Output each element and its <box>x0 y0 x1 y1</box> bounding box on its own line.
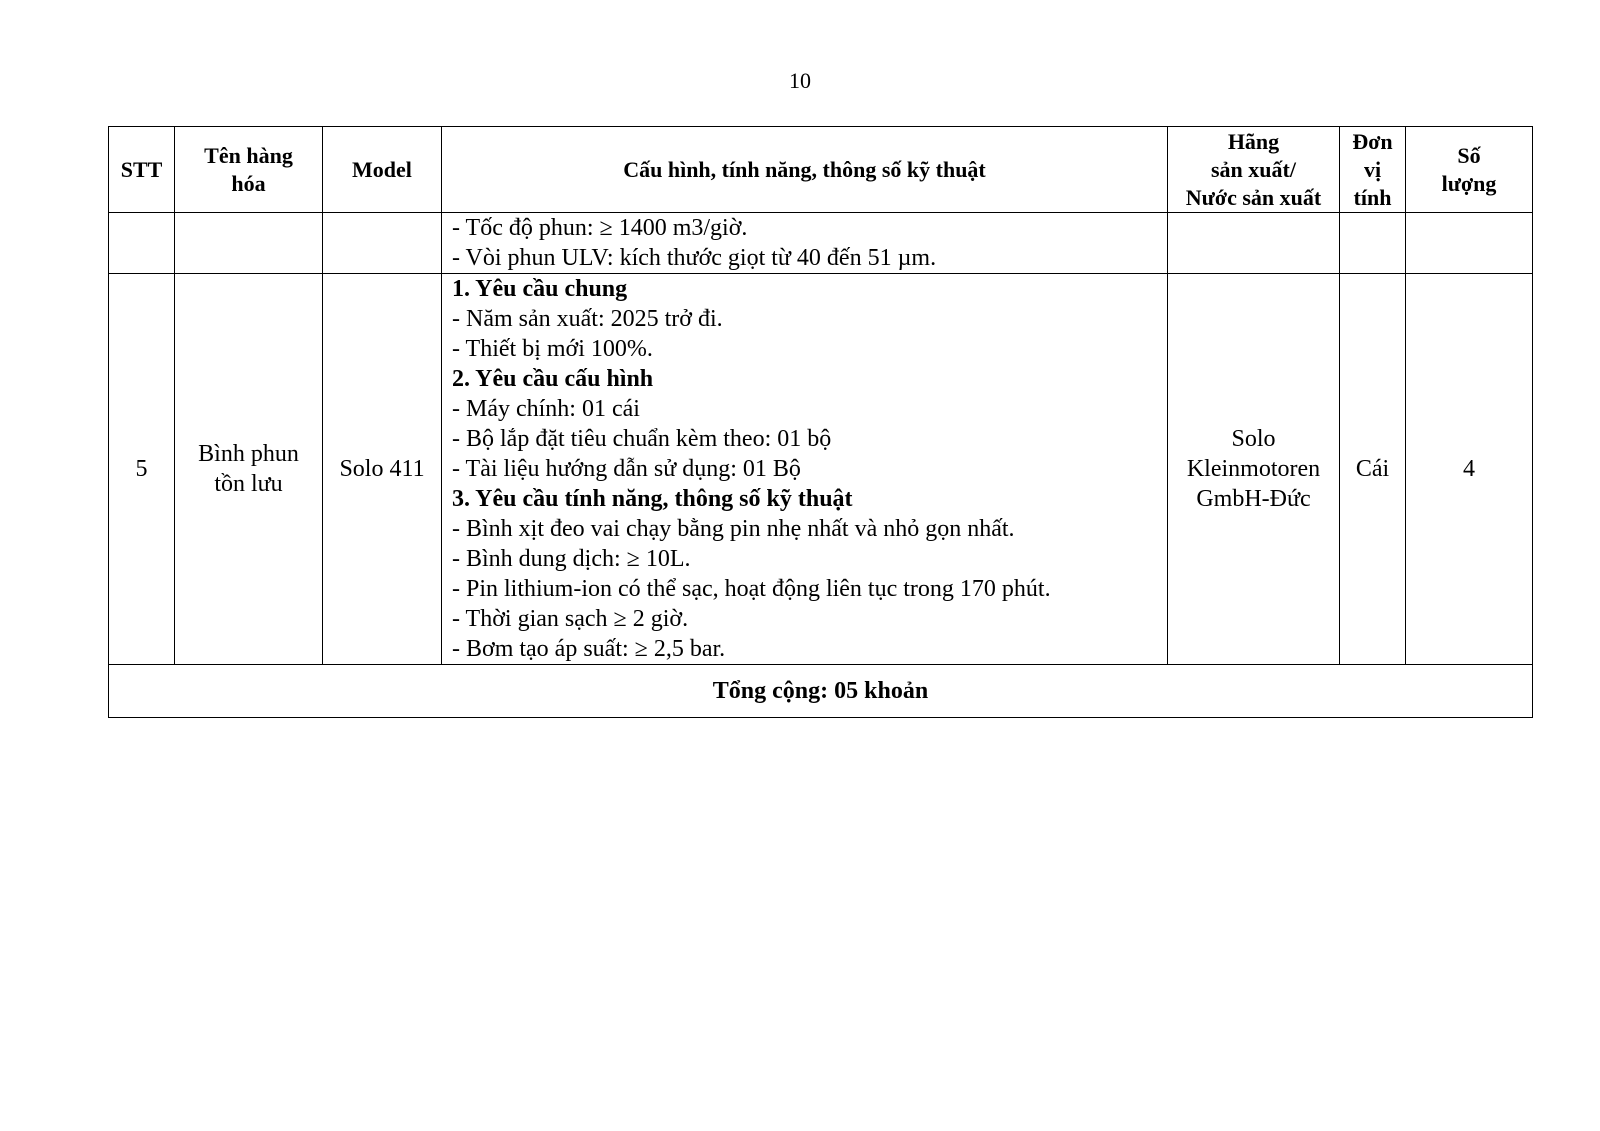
header-name: Tên hàng hóa <box>175 127 323 213</box>
cell-name: Bình phun tồn lưu <box>175 274 323 665</box>
cell-model: Solo 411 <box>323 274 442 665</box>
header-model: Model <box>323 127 442 213</box>
cell-unit: Cái <box>1340 274 1406 665</box>
goods-table <box>108 126 1533 718</box>
cell-unit-empty <box>1340 213 1406 274</box>
total-cell: Tổng cộng: 05 khoản <box>109 665 1533 718</box>
header-maker: Hãng sản xuất/ Nước sản xuất <box>1168 127 1340 213</box>
cell-spec <box>442 274 1168 665</box>
cell-qty: 4 <box>1406 274 1533 665</box>
spec-line: - Bình xịt đeo vai chạy bằng pin nhẹ nhất và nhỏ gọn nhất. <box>452 516 1015 542</box>
cell-name-empty <box>175 213 323 274</box>
cell-maker: Solo Kleinmotoren GmbH-Đức <box>1168 274 1340 665</box>
spec-heading: 2. Yêu cầu cấu hình <box>452 366 654 392</box>
cell-model-empty <box>323 213 442 274</box>
cell-spec-continuation <box>442 213 1168 274</box>
table-row-continuation <box>109 213 1533 274</box>
cell-maker-empty <box>1168 213 1340 274</box>
spec-line: - Bơm tạo áp suất: ≥ 2,5 bar. <box>452 636 726 662</box>
spec-heading: 1. Yêu cầu chung <box>452 276 628 302</box>
header-spec: Cấu hình, tính năng, thông số kỹ thuật <box>442 127 1168 213</box>
cell-stt-empty <box>109 213 175 274</box>
cell-stt: 5 <box>109 274 175 665</box>
spec-line: - Pin lithium-ion có thể sạc, hoạt động liên tục trong 170 phút. <box>452 576 1051 602</box>
spec-heading: 3. Yêu cầu tính năng, thông số kỹ thuật <box>452 486 853 512</box>
header-qty: Số lượng <box>1406 127 1533 213</box>
spec-line: - Vòi phun ULV: kích thước giọt từ 40 đến 51 µm. <box>452 245 937 271</box>
page-number: 10 <box>789 68 811 93</box>
spec-line: - Máy chính: 01 cái <box>452 396 640 422</box>
spec-line: - Năm sản xuất: 2025 trở đi. <box>452 306 723 332</box>
table-row-total <box>109 665 1533 718</box>
table-row-item-5 <box>109 274 1533 665</box>
spec-line: - Thời gian sạch ≥ 2 giờ. <box>452 606 689 632</box>
spec-line: - Bộ lắp đặt tiêu chuẩn kèm theo: 01 bộ <box>452 426 832 452</box>
spec-line: - Tốc độ phun: ≥ 1400 m3/giờ. <box>452 215 748 241</box>
spec-line: - Tài liệu hướng dẫn sử dụng: 01 Bộ <box>452 456 801 482</box>
spec-line: - Thiết bị mới 100%. <box>452 336 653 362</box>
header-stt: STT <box>109 127 175 213</box>
header-unit: Đơn vị tính <box>1340 127 1406 213</box>
header-row <box>109 127 1533 213</box>
cell-qty-empty <box>1406 213 1533 274</box>
spec-line: - Bình dung dịch: ≥ 10L. <box>452 546 691 572</box>
